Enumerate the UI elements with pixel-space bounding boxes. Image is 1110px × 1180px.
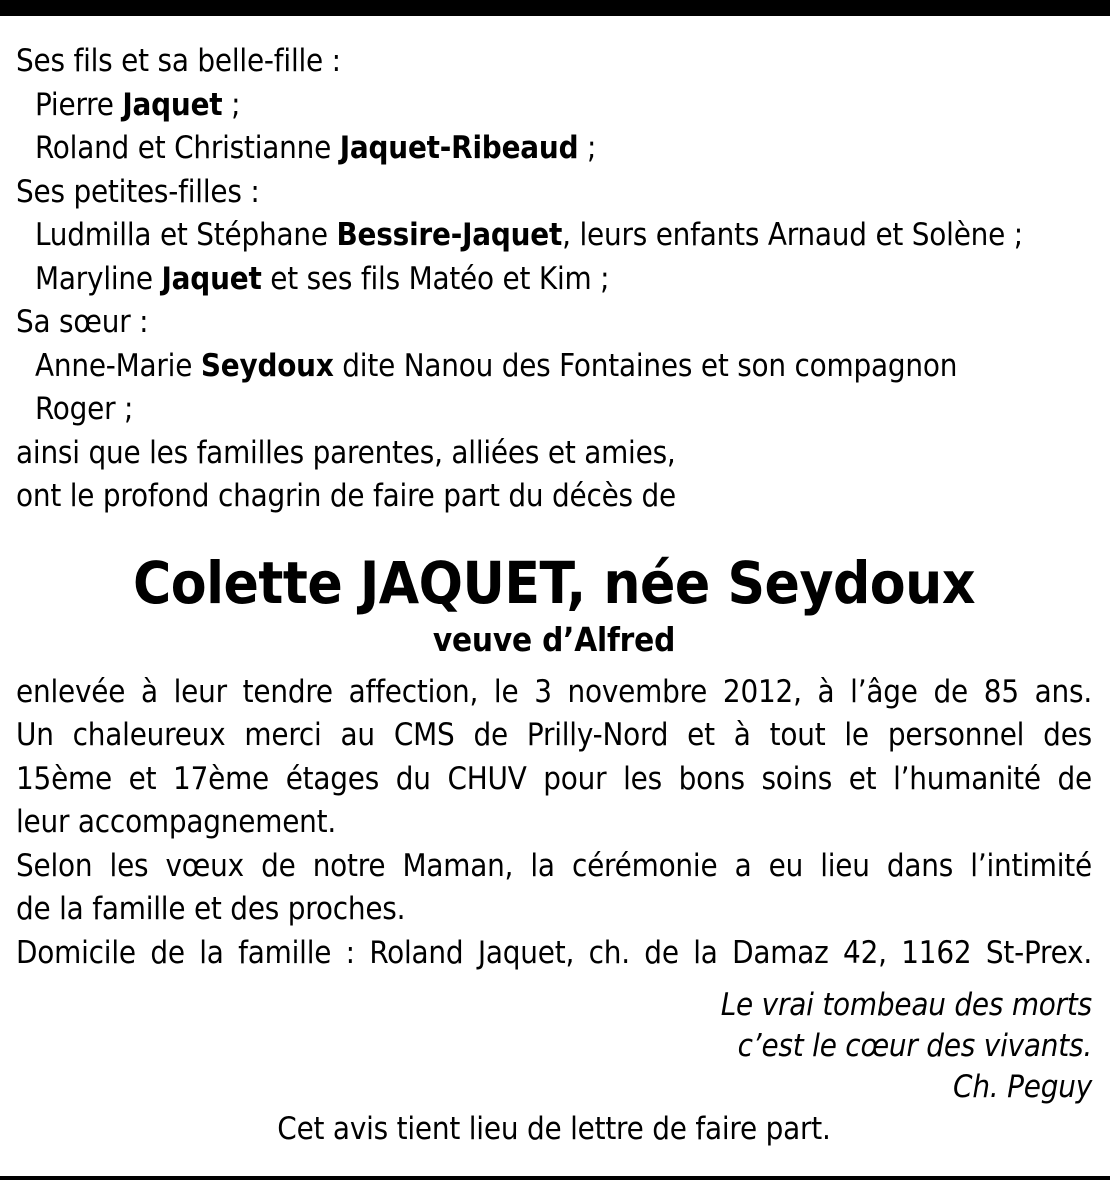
family-member-line	[16, 345, 1092, 389]
granddaughters-heading: Ses petites-filles :	[16, 173, 260, 210]
line-end: ;	[222, 86, 241, 123]
surname: Jaquet-Ribeaud	[339, 130, 579, 166]
top-rule	[0, 0, 1110, 16]
first-names: Anne-Marie	[35, 347, 201, 384]
relatives-line: ainsi que les familles parentes, alliées et amies,	[16, 434, 676, 471]
line-end: et ses fils Matéo et Kim ;	[261, 260, 610, 297]
line-end: dite Nanou des Fontaines et son compagnon	[333, 347, 958, 384]
obituary-notice	[16, 40, 1092, 1152]
body-line: leur accompagnement.	[16, 804, 337, 840]
address-line: Domicile de la famille : Roland Jaquet, ch. de la Damaz 42, 1162 St-Prex.	[16, 934, 1092, 971]
quote-author: Ch. Peguy	[953, 1069, 1092, 1105]
quote-line: c’est le cœur des vivants.	[737, 1028, 1092, 1064]
line-end: ;	[578, 130, 597, 166]
first-names: Ludmilla et Stéphane	[35, 217, 337, 253]
sons-heading: Ses fils et sa belle-fille :	[16, 43, 341, 79]
surname: Seydoux	[200, 347, 334, 384]
body-line: enlevée à leur tendre affection, le 3 novembre 2012, à l’âge de 85 ans.	[16, 673, 1092, 710]
body-line: 15ème et 17ème étages du CHUV pour les bons soins et l’humanité de	[16, 760, 1092, 797]
announcement-line: ont le profond chagrin de faire part du décès de	[16, 478, 677, 514]
first-names: Maryline	[35, 260, 162, 297]
family-member-continuation: Roger ;	[35, 391, 134, 427]
deceased-name: Colette JAQUET, née Seydoux	[133, 548, 975, 617]
family-member-line	[16, 84, 1092, 128]
body-line: Un chaleureux merci au CMS de Prilly-Nord et à tout le personnel des	[16, 717, 1092, 753]
body-line: de la famille et des proches.	[16, 891, 406, 927]
first-names: Roland et Christianne	[35, 130, 340, 166]
quote-block	[16, 985, 1092, 1108]
surname: Jaquet	[161, 260, 262, 297]
family-member-line	[16, 214, 1092, 258]
family-member-line	[16, 258, 1092, 302]
quote-line: Le vrai tombeau des morts	[720, 987, 1092, 1023]
bottom-rule	[0, 1176, 1110, 1180]
line-end: , leurs enfants Arnaud et Solène ;	[562, 217, 1023, 253]
surname: Jaquet	[122, 86, 223, 123]
family-member-line	[16, 127, 1092, 171]
sister-heading: Sa sœur :	[16, 304, 149, 340]
footer-note: Cet avis tient lieu de lettre de faire part.	[277, 1111, 831, 1147]
first-names: Pierre	[35, 86, 123, 123]
deceased-subtitle: veuve d’Alfred	[432, 619, 676, 659]
body-line: Selon les vœux de notre Maman, la cérémonie a eu lieu dans l’intimité	[16, 847, 1092, 884]
surname: Bessire-Jaquet	[336, 217, 563, 253]
